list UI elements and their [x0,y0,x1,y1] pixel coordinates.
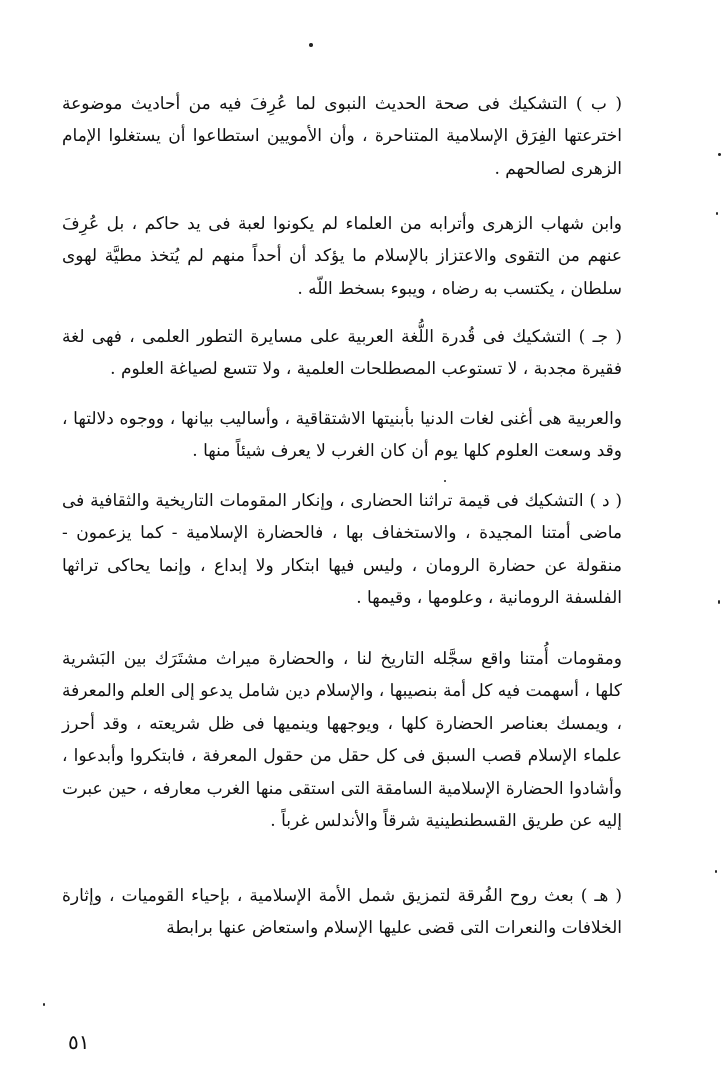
paragraph-text: والعربية هى أغنى لغات الدنيا بأبنيتها الاشتقاقية ، وأساليب بيانها ، ووجوه دلالتها ، وقد وسعت العلوم كلها يوم أن كان الغرب لا يعرف شيئاً منها . [62,409,622,462]
paragraph-text: ( ب ) التشكيك فى صحة الحديث النبوى لما عُرِفَ فيه من أحاديث موضوعة اخترعتها الفِرَق الإسلامية المتناحرة ، وأن الأمويين استطاعوا أن يستغلوا الإمام الزهرى لصالحهم . [62,94,622,179]
paragraph-item-c [62,321,622,386]
paragraph-text: ( هـ ) بعث روح الفُرقة لتمزيق شمل الأمة الإسلامية ، بإحياء القوميات ، وإثارة الخلافات والنعرات التى قضى عليها الإسلام واستعاض عنها برابطة [62,886,622,939]
paragraph-text: وابن شهاب الزهرى وأترابه من العلماء لم يكونوا لعبة فى يد حاكم ، بل عُرِفَ عنهم من التقوى والاعتزاز بالإسلام ما يؤكد أن أحداً منهم لم يُتخذ مطيَّة لهوى سلطان ، يكتسب به رضاه ، ويبوء بسخط اللّه . [62,214,622,299]
page-number: ٥١ [68,1030,90,1054]
ink-speck [718,600,720,604]
paragraph-item-b [62,88,622,185]
paragraph-item-e [62,880,622,945]
ink-speck [43,1003,45,1006]
paragraph-item-d [62,485,622,615]
paragraph-text: ( د ) التشكيك فى قيمة تراثنا الحضارى ، وإنكار المقومات التاريخية والثقافية فى ماضى أمتنا المجيدة ، والاستخفاف بها ، فالحضارة الإسلامية - كما يزعمون - منقولة عن حضارة الرومان ، وليس فيها ابتكار ولا إبداع ، وإنما يحاكى تراثها الفلسفة الرومانية ، وعلومها ، وقيمها . [62,491,622,609]
paragraph-text: ( جـ ) التشكيك فى قُدرة اللُّغة العربية على مسايرة التطور العلمى ، فهى لغة فقيرة مجدبة ، لا تستوعب المصطلحات العلمية ، ولا تتسع لصياغة العلوم . [62,327,622,380]
ink-speck [716,212,718,215]
paragraph-text: ومقومات أُمتنا واقع سجَّله التاريخ لنا ، والحضارة ميراث مشتَرَك بين البَشرية كلها ، أسهمت فيه كل أمة بنصيبها ، والإسلام دين شامل يدعو إلى العلم والمعرفة ، ويمسك بعناصر الحضارة كلها ، ويوجهها وينميها فى ظل شريعته ، وقد أحرز علماء الإسلام قصب السبق فى كل حقل من حقول المعرفة ، فابتكروا وأبدعوا ، وأشادوا الحضارة الإسلامية السامقة التى استقى منها الغرب معارفه ، حين عبرت إليه عن طريق القسطنطينية شرقاً والأندلس غرباً . [62,649,622,832]
paragraph-response-b [62,208,622,305]
paragraph-response-d [62,643,622,837]
ink-speck [718,153,721,156]
paragraph-response-c [62,403,622,468]
ink-speck [309,43,313,47]
ink-speck [444,480,446,482]
ink-speck [715,870,717,873]
